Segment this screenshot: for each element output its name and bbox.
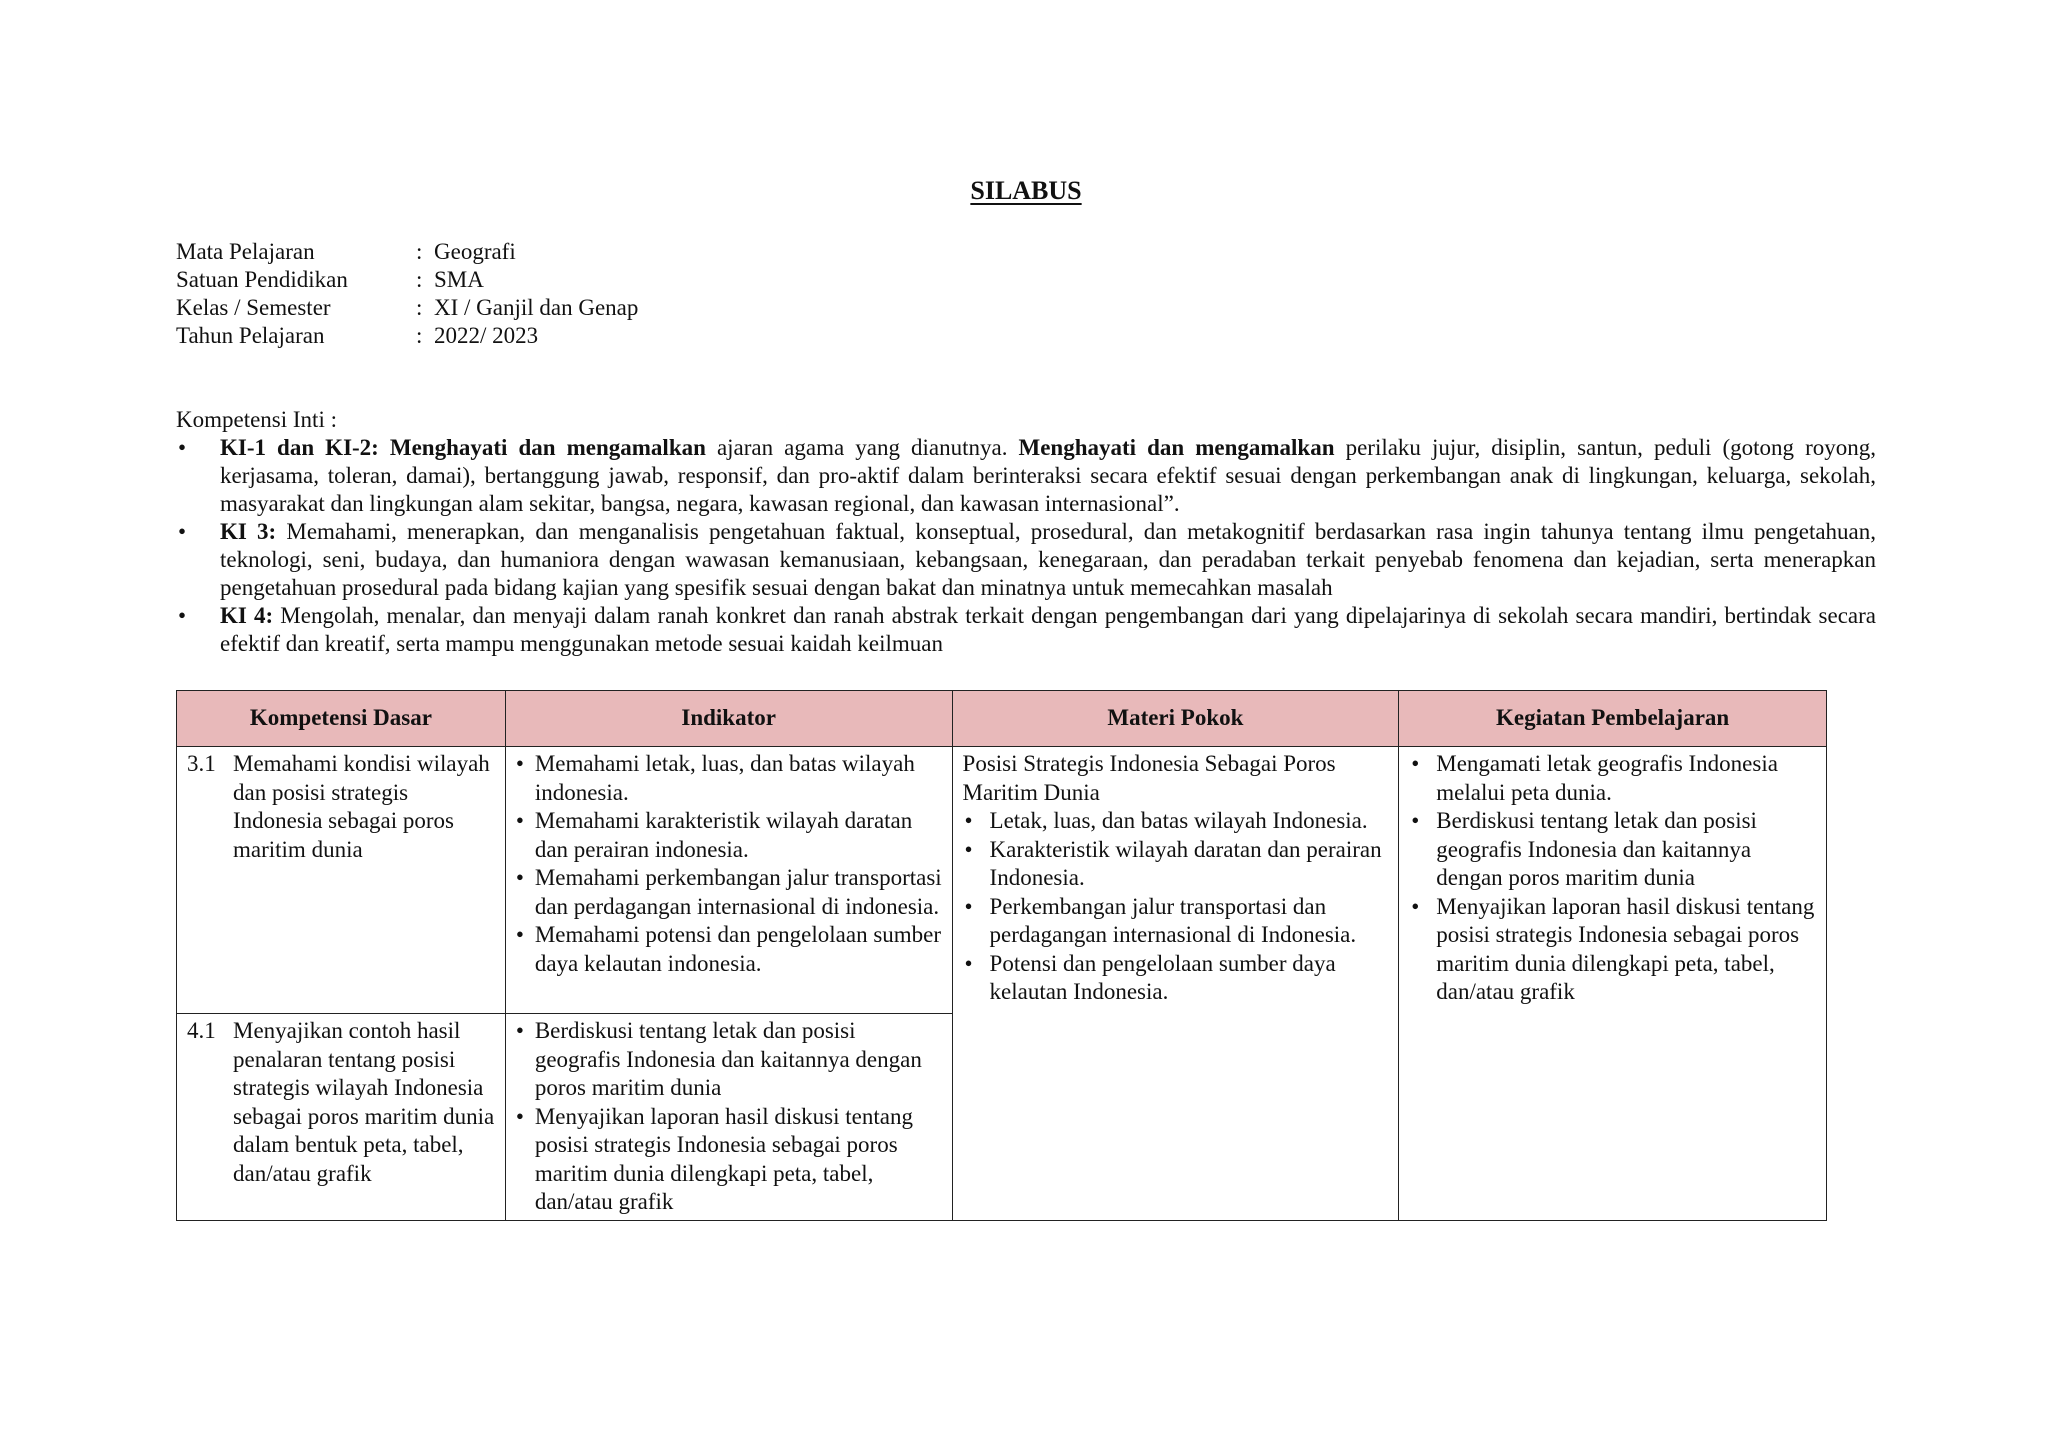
list-item: • Memahami perkembangan jalur transportasi dan perdagangan internasional di indonesia. bbox=[516, 864, 944, 921]
table-header-row bbox=[177, 691, 1827, 747]
list-item: • Potensi dan pengelolaan sumber daya kelautan Indonesia. bbox=[963, 950, 1391, 1007]
materi-pokok-heading: Posisi Strategis Indonesia Sebagai Poros Maritim Dunia bbox=[962, 751, 1336, 805]
header-kompetensi-dasar: Kompetensi Dasar bbox=[177, 691, 506, 747]
kd-text: Memahami kondisi wilayah dan posisi strategis Indonesia sebagai poros maritim dunia bbox=[233, 751, 490, 862]
kd-text: Menyajikan contoh hasil penalaran tentang posisi strategis wilayah Indonesia sebagai poros maritim dunia dalam bentuk peta, tabel, dan/atau grafik bbox=[233, 1018, 495, 1186]
kd-number: 4.1 bbox=[187, 1018, 216, 1043]
kompetensi-inti-heading: Kompetensi Inti : bbox=[176, 407, 337, 432]
list-item: • Mengamati letak geografis Indonesia melalui peta dunia. bbox=[1409, 750, 1818, 807]
list-item: • Karakteristik wilayah daratan dan perairan Indonesia. bbox=[963, 836, 1391, 893]
info-label: Mata Pelajaran bbox=[176, 239, 315, 264]
list-item: • Perkembangan jalur transportasi dan perdagangan internasional di Indonesia. bbox=[963, 893, 1391, 950]
list-item: • Menyajikan laporan hasil diskusi tentang posisi strategis Indonesia sebagai poros maritim dunia dilengkapi peta, tabel, dan/atau grafik bbox=[516, 1103, 944, 1217]
kd-number: 3.1 bbox=[187, 751, 216, 776]
table-row bbox=[177, 747, 1827, 1014]
kd-cell-3-1 bbox=[177, 747, 506, 1014]
list-item: • Letak, luas, dan batas wilayah Indonesia. bbox=[963, 807, 1391, 836]
materi-pokok-cell bbox=[952, 747, 1399, 1221]
info-value: 2022/ 2023 bbox=[434, 323, 539, 348]
ki-text: ajaran agama yang dianutnya. bbox=[705, 435, 1019, 460]
ki-text: perilaku jujur, disiplin, santun, peduli (gotong royong, kerjasama, toleran, damai), bertanggung jawab, responsif, dan pro-aktif dalam berinteraksi secara efektif sesuai dengan perkembangan anak di lingkungan, keluarga, sekolah, masyarakat dan lingkungan alam sekitar, bangsa, negara, kawasan regional, dan kawasan internasional”. bbox=[220, 435, 1876, 516]
header-kegiatan-pembelajaran: Kegiatan Pembelajaran bbox=[1399, 691, 1827, 747]
page-title: SILABUS bbox=[970, 176, 1082, 205]
info-row-mata-pelajaran bbox=[176, 238, 638, 266]
header-materi-pokok: Materi Pokok bbox=[952, 691, 1399, 747]
kd-cell-4-1 bbox=[177, 1014, 506, 1221]
ki-text-bold: KI 3: bbox=[220, 519, 277, 544]
ki-item-4 bbox=[176, 602, 1876, 658]
info-label: Tahun Pelajaran bbox=[176, 323, 325, 348]
info-row-kelas-semester bbox=[176, 294, 638, 322]
kompetensi-inti-section bbox=[176, 406, 1876, 658]
list-item: • Memahami karakteristik wilayah daratan dan perairan indonesia. bbox=[516, 807, 944, 864]
list-item: • Menyajikan laporan hasil diskusi tentang posisi strategis Indonesia sebagai poros maritim dunia dilengkapi peta, tabel, dan/atau grafik bbox=[1409, 893, 1818, 1007]
ki-text: Memahami, menerapkan, dan menganalisis pengetahuan faktual, konseptual, prosedural, dan metakognitif berdasarkan rasa ingin tahunya tentang ilmu pengetahuan, teknologi, seni, budaya, dan humaniora dengan wawasan kemanusiaan, kebangsaan, kenegaraan, dan peradaban terkait penyebab fenomena dan kejadian, serta menerapkan pengetahuan prosedural pada bidang kajian yang spesifik sesuai dengan bakat dan minatnya untuk memecahkan masalah bbox=[220, 519, 1877, 600]
ki-text-bold: KI-1 dan KI-2: Menghayati dan mengamalkan bbox=[220, 435, 706, 460]
ki-text: Mengolah, menalar, dan menyaji dalam ranah konkret dan ranah abstrak terkait dengan pengembangan dari yang dipelajarinya di sekolah secara mandiri, bertindak secara efektif dan kreatif, serta mampu menggunakan metode sesuai kaidah keilmuan bbox=[220, 603, 1876, 656]
ki-text-bold: Menghayati dan mengamalkan bbox=[1018, 435, 1335, 460]
info-label: Kelas / Semester bbox=[176, 295, 331, 320]
kompetensi-inti-list bbox=[176, 434, 1876, 658]
info-separator: : bbox=[416, 239, 423, 264]
ki-text-bold: KI 4: bbox=[220, 603, 274, 628]
list-item: • Memahami potensi dan pengelolaan sumber daya kelautan indonesia. bbox=[516, 921, 944, 978]
info-label: Satuan Pendidikan bbox=[176, 267, 348, 292]
info-separator: : bbox=[416, 323, 423, 348]
info-value: Geografi bbox=[434, 239, 516, 264]
list-item: • Berdiskusi tentang letak dan posisi geografis Indonesia dan kaitannya dengan poros maritim dunia bbox=[1409, 807, 1818, 893]
silabus-table bbox=[176, 690, 1827, 1221]
info-value: SMA bbox=[434, 267, 484, 292]
indikator-cell-4-1 bbox=[505, 1014, 952, 1221]
info-separator: : bbox=[416, 295, 423, 320]
ki-item-1-2 bbox=[176, 434, 1876, 518]
indikator-cell-3-1 bbox=[505, 747, 952, 1014]
list-item: • Memahami letak, luas, dan batas wilayah indonesia. bbox=[516, 750, 944, 807]
list-item: • Berdiskusi tentang letak dan posisi geografis Indonesia dan kaitannya dengan poros maritim dunia bbox=[516, 1017, 944, 1103]
info-separator: : bbox=[416, 267, 423, 292]
header-indikator: Indikator bbox=[505, 691, 952, 747]
info-value: XI / Ganjil dan Genap bbox=[434, 295, 639, 320]
info-row-satuan-pendidikan bbox=[176, 266, 638, 294]
kegiatan-pembelajaran-cell bbox=[1399, 747, 1827, 1221]
info-row-tahun-pelajaran bbox=[176, 322, 638, 350]
ki-item-3 bbox=[176, 518, 1876, 602]
info-block bbox=[176, 238, 638, 350]
